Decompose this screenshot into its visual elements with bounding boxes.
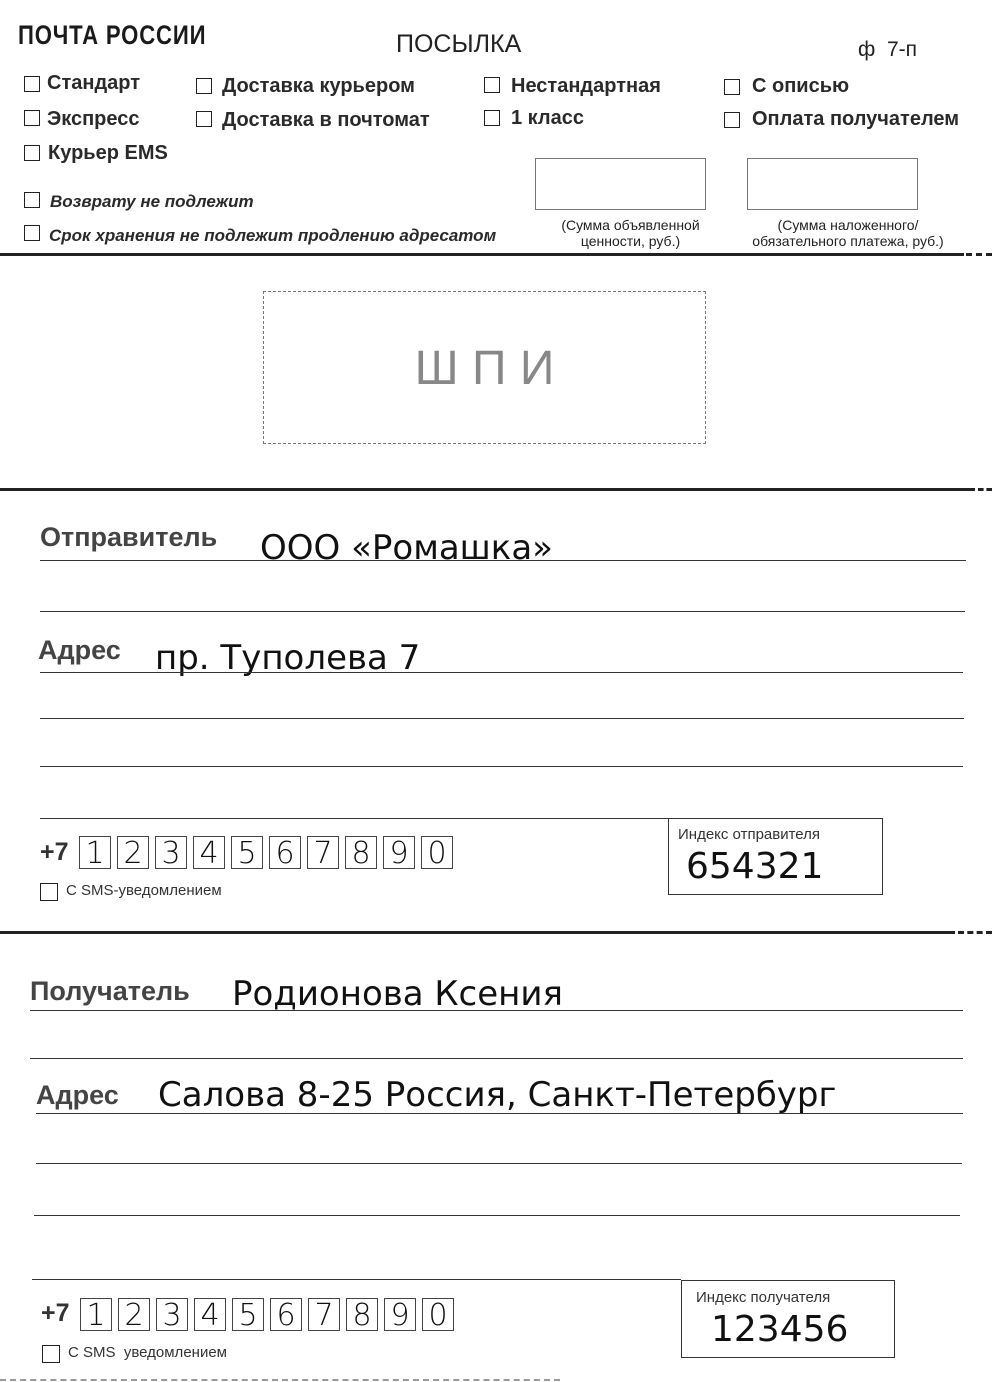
express-label: Экспресс [47, 108, 140, 130]
first-class-label: 1 класс [511, 107, 585, 129]
no-return-checkbox[interactable] [24, 192, 40, 208]
header-separator-tail [966, 253, 992, 256]
recipient-extra-line [30, 1058, 963, 1059]
recipient-separator [0, 931, 955, 934]
form-code: ф 7-п [858, 38, 917, 61]
sender-address[interactable]: пр. Туполева 7 [155, 638, 421, 678]
recipient-name[interactable]: Родионова Ксения [232, 974, 563, 1014]
cod-amount-box[interactable] [747, 158, 918, 210]
recipient-sms-label: С SMS уведомлением [68, 1344, 227, 1361]
phone-digit: 9 [384, 1298, 416, 1331]
recipient-phone-line [32, 1279, 681, 1280]
sender-sms-label: С SMS-уведомлением [66, 882, 222, 899]
standard-label: Стандарт [47, 72, 141, 94]
sender-address-label: Адрес [38, 635, 121, 665]
recipient-address-line-3 [34, 1215, 960, 1216]
phone-digit: 0 [422, 1298, 454, 1331]
phone-digit: 0 [421, 836, 453, 869]
sender-address-line-3 [40, 766, 963, 767]
recipient-address-line-2 [36, 1163, 962, 1164]
phone-digit: 1 [79, 836, 111, 869]
no-storage-extension-label: Срок хранения не подлежит продлению адресатом [49, 226, 497, 245]
paid-by-recipient-label: Оплата получателем [752, 108, 960, 130]
phone-digit: 5 [232, 1298, 264, 1331]
sender-index-label: Индекс отправителя [678, 826, 821, 843]
header-separator [0, 253, 964, 256]
standard-checkbox[interactable] [24, 76, 40, 92]
sender-phone-prefix: +7 [40, 838, 69, 866]
sender-phone-line [40, 818, 668, 819]
phone-digit: 4 [193, 836, 225, 869]
phone-digit: 7 [308, 1298, 340, 1331]
courier-ems-checkbox[interactable] [24, 145, 40, 161]
courier-delivery-checkbox[interactable] [196, 78, 212, 94]
paid-by-recipient-checkbox[interactable] [724, 112, 740, 128]
nonstandard-label: Нестандартная [511, 75, 661, 97]
phone-digit: 5 [231, 836, 263, 869]
phone-digit: 2 [117, 836, 149, 869]
postamat-delivery-label: Доставка в почтомат [222, 109, 430, 131]
nonstandard-checkbox[interactable] [484, 77, 500, 93]
no-return-label: Возврату не подлежит [50, 192, 254, 211]
recipient-phone-prefix: +7 [41, 1299, 70, 1327]
no-storage-extension-checkbox[interactable] [24, 225, 40, 241]
phone-digit: 8 [345, 836, 377, 869]
recipient-phone[interactable] [80, 1298, 454, 1331]
with-inventory-label: С описью [752, 75, 850, 97]
phone-digit: 3 [156, 1298, 188, 1331]
phone-digit: 4 [194, 1298, 226, 1331]
recipient-index-label: Индекс получателя [696, 1289, 831, 1306]
sender-name-line [40, 560, 966, 561]
recipient-name-line [30, 1010, 963, 1011]
sender-sms-checkbox[interactable] [40, 883, 58, 901]
sender-extra-line [40, 611, 965, 612]
first-class-checkbox[interactable] [484, 110, 500, 126]
phone-digit: 7 [307, 836, 339, 869]
phone-digit: 2 [118, 1298, 150, 1331]
declared-value-caption: (Сумма объявленной ценности, руб.) [561, 217, 700, 249]
sender-phone[interactable] [79, 836, 453, 869]
express-checkbox[interactable] [24, 110, 40, 126]
cod-amount-caption: (Сумма наложенного/ обязательного платежа, руб.) [752, 217, 944, 249]
sender-label: Отправитель [40, 522, 218, 552]
recipient-index-value: 123456 [711, 1309, 849, 1350]
sender-address-line-2 [40, 718, 964, 719]
declared-value-box[interactable] [535, 158, 706, 210]
courier-delivery-label: Доставка курьером [222, 75, 415, 97]
recipient-separator-tail [958, 931, 992, 934]
phone-digit: 1 [80, 1298, 112, 1331]
phone-digit: 6 [269, 836, 301, 869]
phone-digit: 9 [383, 836, 415, 869]
recipient-address[interactable]: Салова 8-25 Россия, Санкт-Петербург [158, 1075, 837, 1115]
recipient-sms-checkbox[interactable] [42, 1345, 60, 1363]
sender-index-value: 654321 [686, 846, 824, 887]
courier-ems-label: Курьер EMS [48, 142, 168, 164]
sender-separator-tail [978, 488, 992, 491]
sender-address-line-1 [40, 672, 963, 673]
sender-name[interactable]: ООО «Ромашка» [260, 528, 553, 568]
phone-digit: 3 [155, 836, 187, 869]
russian-post-logo: ПОЧТА РОССИИ [18, 20, 207, 50]
barcode-area-label: Ш П И [414, 342, 555, 395]
recipient-address-label: Адрес [36, 1080, 119, 1110]
recipient-label: Получатель [30, 976, 190, 1006]
phone-digit: 8 [346, 1298, 378, 1331]
form-title: ПОСЫЛКА [396, 30, 522, 58]
recipient-address-line-1 [36, 1113, 963, 1114]
postamat-delivery-checkbox[interactable] [196, 111, 212, 127]
phone-digit: 6 [270, 1298, 302, 1331]
with-inventory-checkbox[interactable] [724, 79, 740, 95]
sender-separator [0, 488, 975, 491]
bottom-cut-line [0, 1379, 560, 1381]
